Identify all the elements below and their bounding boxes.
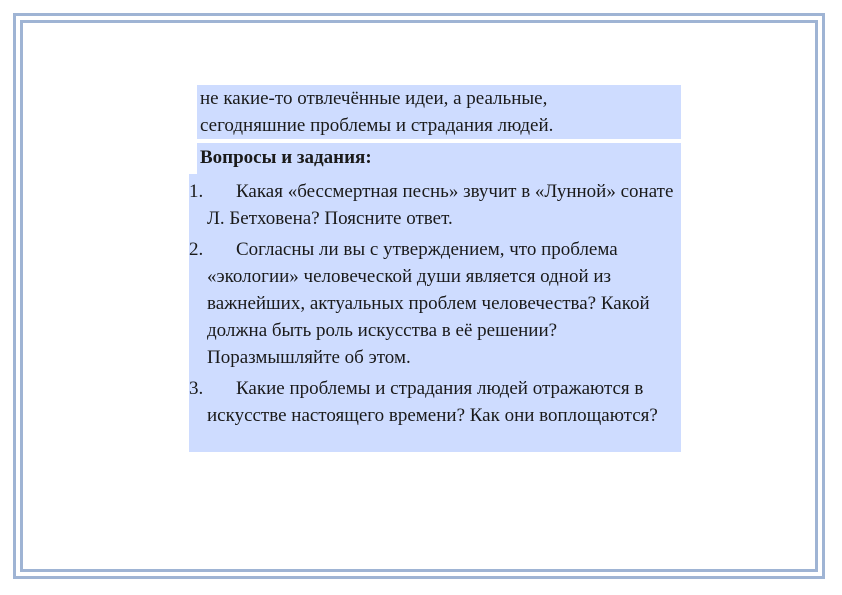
intro-line-1: не какие-то отвлечённые идеи, а реальные, xyxy=(200,88,548,109)
list-item-number: 3. xyxy=(189,378,204,399)
section-heading: Вопросы и задания: xyxy=(197,143,681,174)
list-item-number: 2. xyxy=(189,239,204,260)
list-item xyxy=(189,178,681,232)
intro-paragraph xyxy=(197,85,681,139)
intro-line-2: сегодняшние проблемы и страдания людей. xyxy=(200,115,554,136)
list-item-number: 1. xyxy=(189,181,204,202)
questions-list xyxy=(189,174,681,452)
list-item xyxy=(189,236,681,371)
list-item-text: Какая «бессмертная песнь» звучит в «Лунной» сонате Л. Бетховена? Поясните ответ. xyxy=(207,181,674,229)
list-item-text: Какие проблемы и страдания людей отражаются в искусстве настоящего времени? Как они воплощаются? xyxy=(207,378,658,426)
list-item xyxy=(189,375,681,429)
list-item-text: Согласны ли вы с утверждением, что проблема «экологии» человеческой души является одной из важнейших, актуальных проблем человечества? Какой должна быть роль искусства в её решении? Поразмышляйте об этом. xyxy=(207,239,650,368)
